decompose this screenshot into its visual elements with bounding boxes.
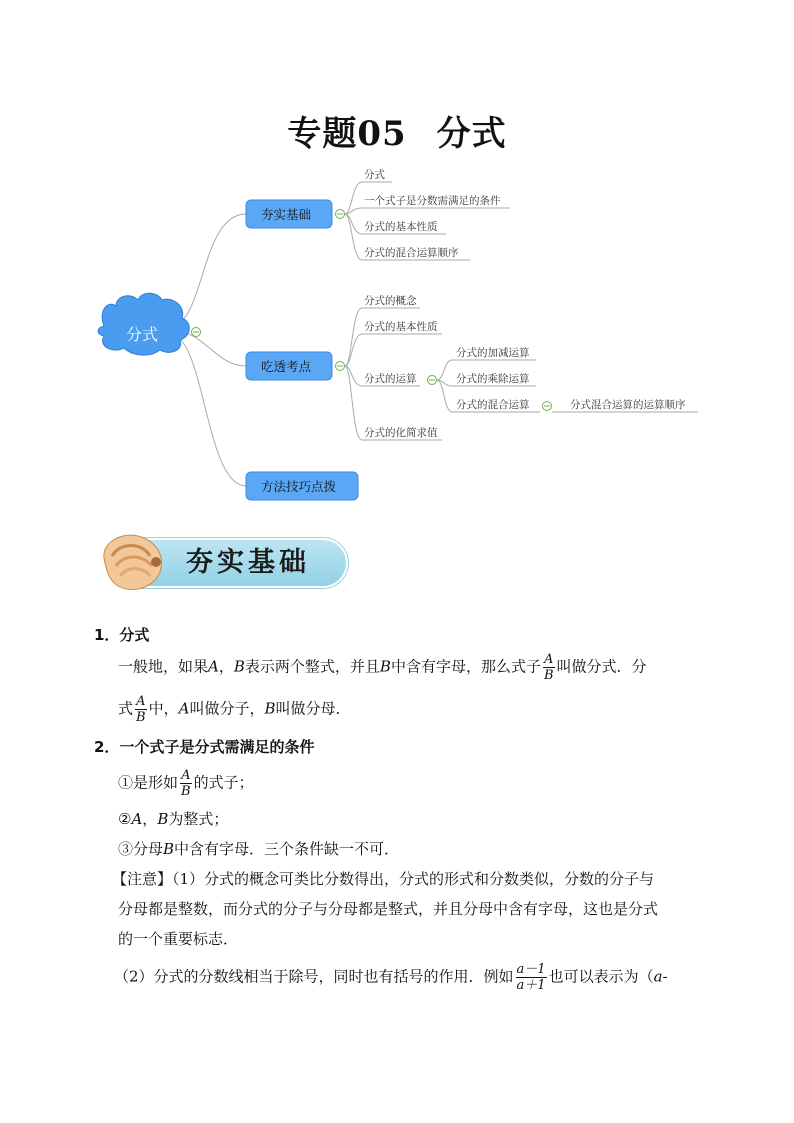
seashell-icon bbox=[98, 528, 178, 596]
svg-text:夯实基础: 夯实基础 bbox=[261, 207, 312, 222]
note-line-3: 的一个重要标志． bbox=[118, 930, 239, 948]
s1-line-1: 一般地，如果A，B表示两个整式，并且B中含有字母，那么式子 $\frac{A}{B}$ 叫做分式．分 bbox=[118, 652, 647, 683]
svg-text:分式的概念: 分式的概念 bbox=[364, 295, 417, 307]
mind-map bbox=[0, 150, 794, 520]
s2-cond-3: ③分母B中含有字母．三个条件缺一不可． bbox=[118, 840, 400, 858]
section-1-heading: 1．分式 bbox=[94, 626, 150, 644]
section-banner: 夯实基础 bbox=[98, 528, 350, 596]
svg-text:分式的化简求值: 分式的化简求值 bbox=[364, 427, 438, 439]
s2-cond-2: ②A，B为整式； bbox=[118, 810, 229, 828]
note-line-1: 【注意】（1）分式的概念可类比分数得出，分式的形式和分数类似，分数的分子与 bbox=[112, 870, 655, 888]
svg-text:分式的混合运算顺序: 分式的混合运算顺序 bbox=[364, 247, 459, 259]
note-line-4: （2）分式的分数线相当于除号，同时也有括号的作用．例如 $\frac{a-1}{a+1}$ 也可以表示为（a- bbox=[114, 962, 668, 993]
svg-text:分式的运算: 分式的运算 bbox=[364, 373, 417, 385]
page-title: 专题05 分式 bbox=[287, 114, 507, 154]
svg-text:分式混合运算的运算顺序: 分式混合运算的运算顺序 bbox=[570, 399, 686, 411]
note-line-2: 分母都是整数，而分式的分子与分母都是整式，并且分母中含有字母，这也是分式 bbox=[118, 900, 659, 918]
svg-text:分式的加减运算: 分式的加减运算 bbox=[456, 347, 530, 359]
s2-cond-1: ①是形如 $\frac{A}{B}$ 的式子； bbox=[118, 768, 254, 799]
section-2-heading: 2．一个式子是分式需满足的条件 bbox=[94, 738, 315, 756]
svg-text:分式的基本性质: 分式的基本性质 bbox=[364, 221, 438, 233]
svg-text:一个式子是分数需满足的条件: 一个式子是分数需满足的条件 bbox=[364, 195, 501, 207]
svg-text:分式: 分式 bbox=[364, 169, 385, 181]
svg-text:吃透考点: 吃透考点 bbox=[261, 359, 312, 374]
svg-text:分式的乘除运算: 分式的乘除运算 bbox=[456, 373, 530, 385]
svg-text:分式的混合运算: 分式的混合运算 bbox=[456, 399, 530, 411]
root-label: 分式 bbox=[126, 325, 159, 344]
svg-text:分式的基本性质: 分式的基本性质 bbox=[364, 321, 438, 333]
svg-text:方法技巧点拨: 方法技巧点拨 bbox=[261, 479, 337, 494]
s1-line-2: 式 $\frac{A}{B}$ 中，A叫做分子，B叫做分母． bbox=[118, 694, 351, 725]
